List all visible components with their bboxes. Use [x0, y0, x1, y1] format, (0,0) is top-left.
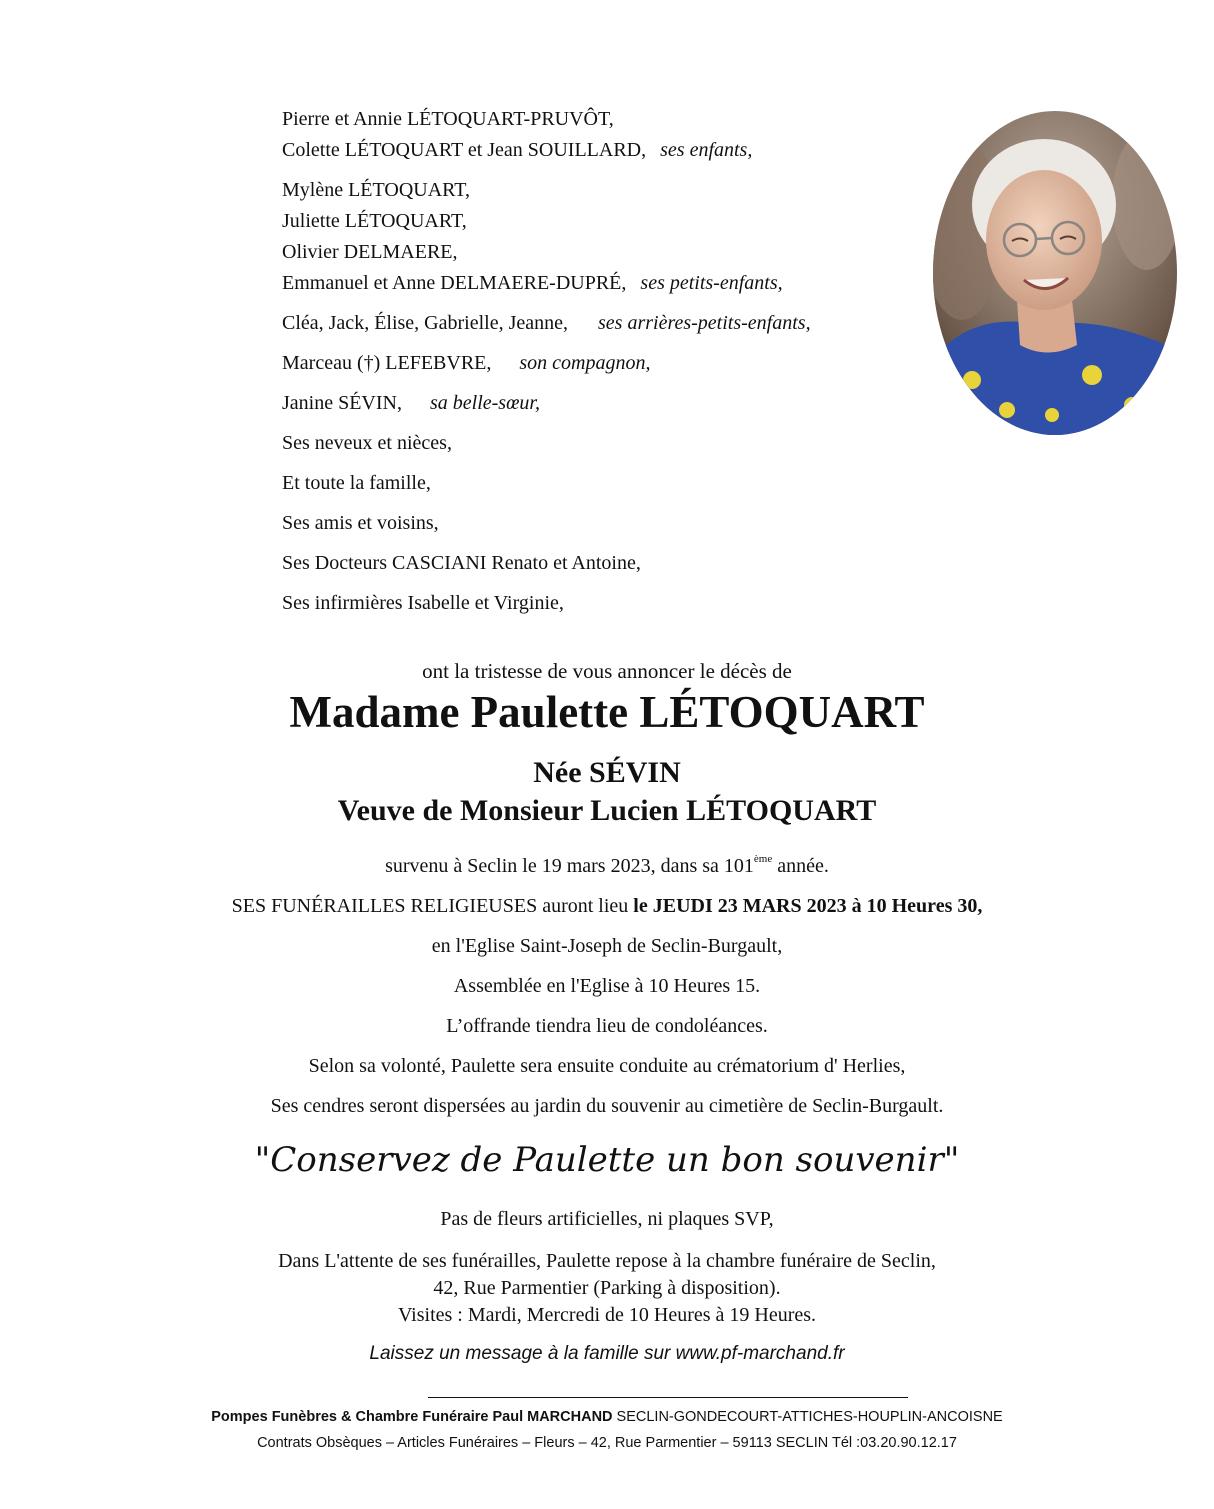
family-name: Emmanuel et Anne DELMAERE-DUPRÉ,: [282, 272, 627, 294]
portrait-icon: [932, 110, 1178, 436]
company-locations: SECLIN-GONDECOURT-ATTICHES-HOUPLIN-ANCOISNE: [612, 1409, 1003, 1425]
grandchildren-group: [282, 175, 922, 299]
funeral-date: le JEUDI 23 MARS 2023 à 10 Heures 30,: [633, 895, 983, 917]
family-role: son compagnon,: [519, 352, 651, 374]
family-line: Et toute la famille,: [282, 472, 431, 494]
family-line: [282, 388, 922, 419]
funeral-details: [0, 846, 1214, 1126]
deceased-name: Madame Paulette LÉTOQUART: [289, 687, 925, 737]
family-line: Pierre et Annie LÉTOQUART-PRUVÔT,: [282, 108, 614, 130]
portrait-photo: [932, 110, 1178, 436]
family-line: Ses neveux et nièces,: [282, 432, 452, 454]
family-role: sa belle-sœur,: [429, 392, 540, 414]
offering-line: L’offrande tiendra lieu de condoléances.: [446, 1015, 768, 1037]
church-line: en l'Eglise Saint-Joseph de Seclin-Burgault,: [431, 935, 783, 957]
children-group: [282, 104, 922, 166]
family-name: Colette LÉTOQUART et Jean SOUILLARD,: [282, 139, 647, 161]
family-role: ses arrières-petits-enfants,: [598, 312, 811, 334]
assembly-line: Assemblée en l'Eglise à 10 Heures 15.: [453, 975, 761, 997]
birth-name: Née SÉVIN: [533, 756, 681, 789]
death-text: survenu à Seclin le 19 mars 2023, dans sa 101: [385, 855, 754, 877]
company-name: Pompes Funèbres & Chambre Funéraire Paul MARCHAND: [211, 1409, 613, 1425]
family-line: Olivier DELMAERE,: [282, 241, 458, 263]
great-grandchildren-group: [282, 308, 922, 339]
family-line: [282, 268, 922, 299]
family-line: Ses infirmières Isabelle et Virginie,: [282, 592, 564, 614]
family-list: [282, 104, 922, 628]
widow-of: Veuve de Monsieur Lucien LÉTOQUART: [337, 794, 877, 827]
family-line: Ses amis et voisins,: [282, 512, 439, 534]
ashes-line: Ses cendres seront dispersées au jardin du souvenir au cimetière de Seclin-Burgault.: [270, 1095, 944, 1117]
flowers-note: Pas de fleurs artificielles, ni plaques SVP,: [440, 1208, 774, 1230]
family-line: [282, 348, 922, 379]
family-name: Marceau (†) LEFEBVRE,: [282, 352, 492, 374]
announcement-intro: ont la tristesse de vous annoncer le décès de: [422, 659, 792, 683]
rest-line: Dans L'attente de ses funérailles, Paulette repose à la chambre funéraire de Seclin,: [278, 1250, 936, 1272]
family-name: Cléa, Jack, Élise, Gabrielle, Jeanne,: [282, 312, 568, 334]
message-link[interactable]: Laissez un message à la famille sur www.pf-marchand.fr: [369, 1343, 845, 1364]
memorial-quote: "Conservez de Paulette un bon souvenir": [254, 1140, 960, 1180]
footer-company: [0, 1409, 1214, 1425]
funeral-line: [0, 886, 1214, 926]
footer-divider: [428, 1397, 908, 1398]
family-role: ses petits-enfants,: [640, 272, 783, 294]
death-superscript: ème: [753, 853, 773, 865]
rest-info: [0, 1248, 1214, 1329]
family-line: Ses Docteurs CASCIANI Renato et Antoine,: [282, 552, 641, 574]
family-line: Juliette LÉTOQUART,: [282, 210, 467, 232]
crematorium-line: Selon sa volonté, Paulette sera ensuite conduite au crématorium d' Herlies,: [308, 1055, 906, 1077]
rest-line: 42, Rue Parmentier (Parking à disposition).: [433, 1277, 781, 1299]
sister-in-law-group: [282, 388, 922, 419]
death-suffix: année.: [772, 855, 829, 877]
footer-services: Contrats Obsèques – Articles Funéraires – Fleurs – 42, Rue Parmentier – 59113 SECLIN Tél :03.20.90.12.17: [257, 1435, 957, 1451]
family-role: ses enfants,: [660, 139, 753, 161]
family-line: [282, 135, 922, 166]
family-name: Janine SÉVIN,: [282, 392, 402, 414]
family-line: [282, 308, 922, 339]
visits-line: Visites : Mardi, Mercredi de 10 Heures à 19 Heures.: [397, 1304, 817, 1326]
others-group: [282, 428, 922, 619]
companion-group: [282, 348, 922, 379]
family-line: Mylène LÉTOQUART,: [282, 179, 471, 201]
death-line: [0, 846, 1214, 886]
funeral-text: SES FUNÉRAILLES RELIGIEUSES auront lieu: [231, 895, 634, 917]
